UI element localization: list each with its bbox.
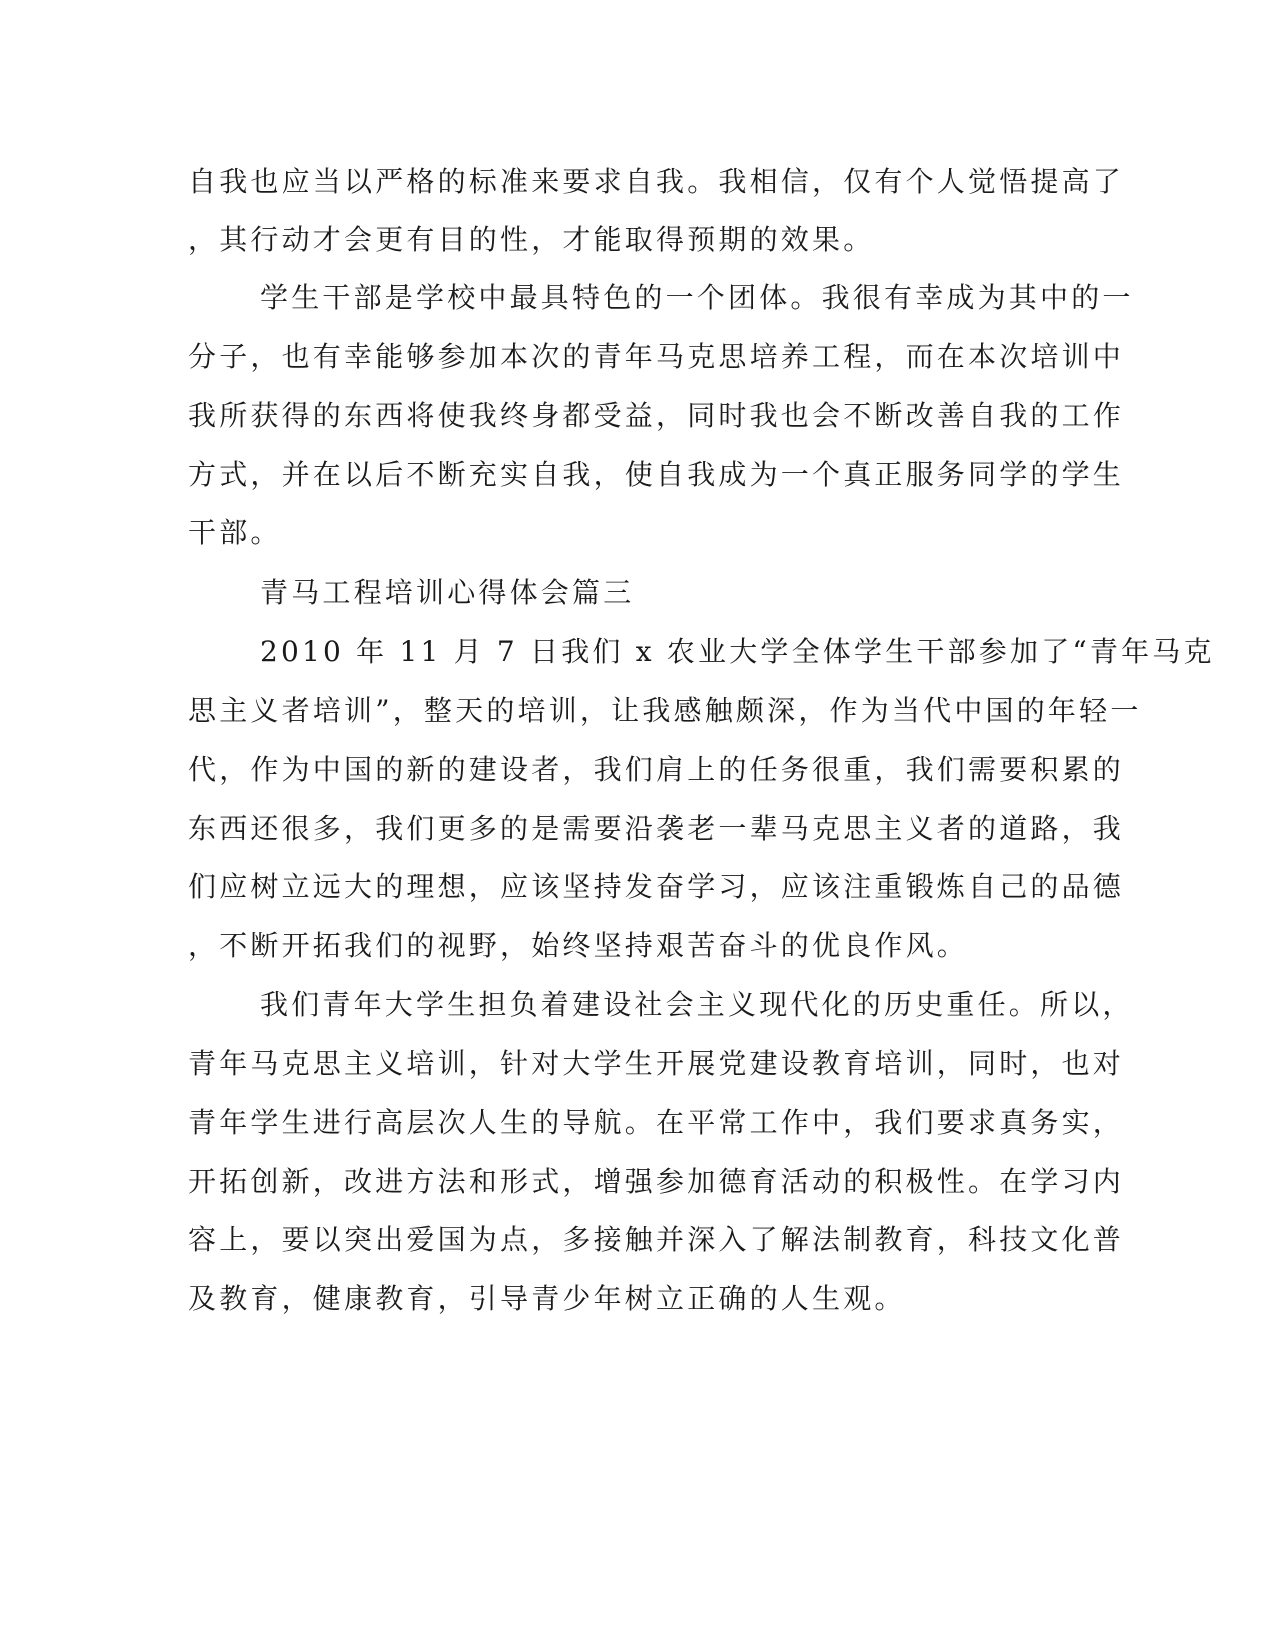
- text-line: 分子，也有幸能够参加本次的青年马克思培养工程，而在本次培训中: [188, 340, 1125, 373]
- text-line: 思主义者培训”，整天的培训，让我感触颇深，作为当代中国的年轻一: [188, 694, 1142, 727]
- text-line: 容上，要以突出爱国为点，多接触并深入了解法制教育，科技文化普: [188, 1223, 1125, 1256]
- paragraph-first-line: 学生干部是学校中最具特色的一个团体。我很有幸成为其中的一: [260, 281, 1134, 314]
- text-line: 东西还很多，我们更多的是需要沿袭老一辈马克思主义者的道路，我: [188, 812, 1125, 845]
- text-line: 自我也应当以严格的标准来要求自我。我相信，仅有个人觉悟提高了: [188, 165, 1125, 198]
- text-line: 代，作为中国的新的建设者，我们肩上的任务很重，我们需要积累的: [188, 753, 1125, 786]
- paragraph-first-line: 2010 年 11 月 7 日我们 x 农业大学全体学生干部参加了“青年马克: [260, 635, 1215, 668]
- section-heading: 青马工程培训心得体会篇三: [260, 576, 635, 609]
- text-line: 们应树立远大的理想，应该坚持发奋学习，应该注重锻炼自己的品德: [188, 870, 1125, 903]
- text-line: 青年学生进行高层次人生的导航。在平常工作中，我们要求真务实，: [188, 1106, 1125, 1139]
- text-line: 干部。: [188, 516, 282, 549]
- text-line: ，不断开拓我们的视野，始终坚持艰苦奋斗的优良作风。: [188, 929, 969, 962]
- text-line: 开拓创新，改进方法和形式，增强参加德育活动的积极性。在学习内: [188, 1165, 1125, 1198]
- text-line: 青年马克思主义培训，针对大学生开展党建设教育培训，同时，也对: [188, 1047, 1125, 1080]
- text-line: 我所获得的东西将使我终身都受益，同时我也会不断改善自我的工作: [188, 399, 1125, 432]
- text-line: 方式，并在以后不断充实自我，使自我成为一个真正服务同学的学生: [188, 458, 1125, 491]
- text-line: ，其行动才会更有目的性，才能取得预期的效果。: [188, 223, 875, 256]
- paragraph-first-line: 我们青年大学生担负着建设社会主义现代化的历史重任。所以，: [260, 988, 1134, 1021]
- text-line: 及教育，健康教育，引导青少年树立正确的人生观。: [188, 1282, 906, 1315]
